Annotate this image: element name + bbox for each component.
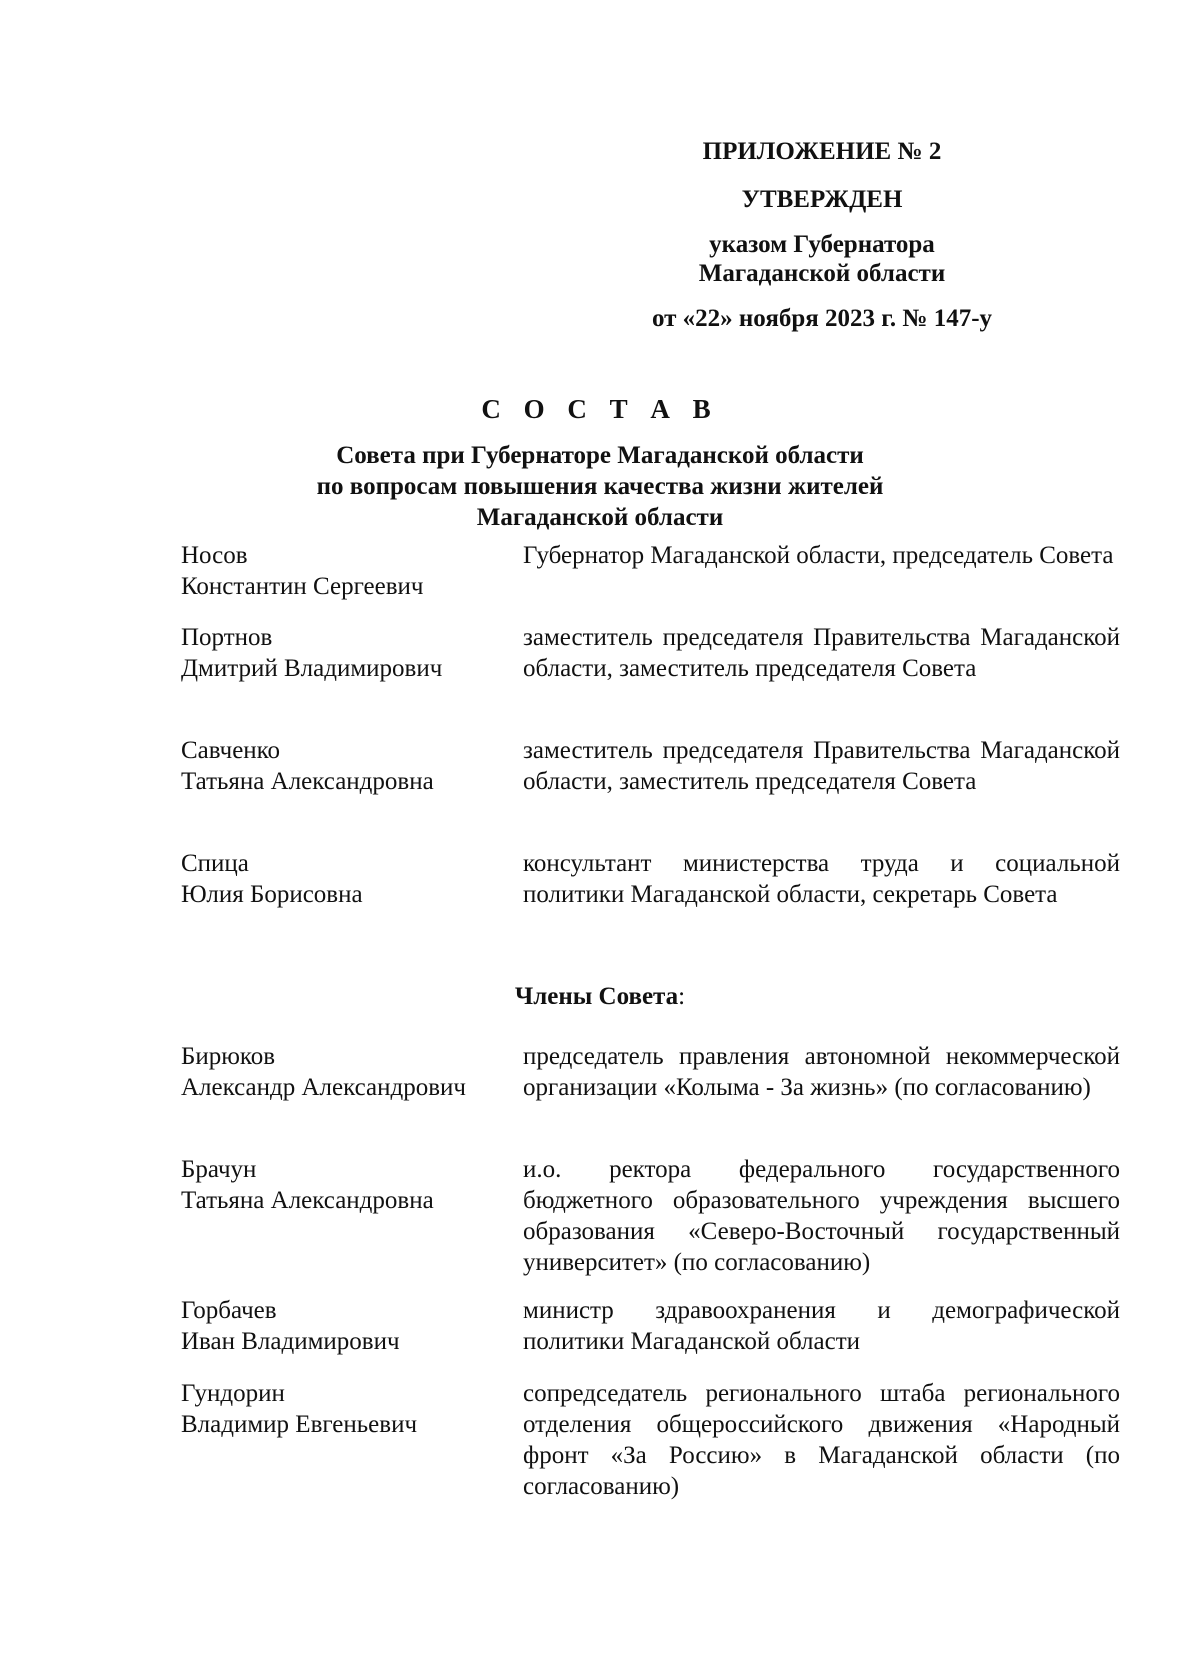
given-names: Владимир Евгеньевич <box>181 1411 418 1438</box>
given-names: Татьяна Александровна <box>181 1187 434 1214</box>
given-names: Дмитрий Владимирович <box>181 655 443 682</box>
person-role: министр здравоохранения и демографической политики Магаданской области <box>523 1297 1120 1355</box>
person-name <box>181 848 511 910</box>
members-heading-text: Члены Совета <box>514 983 679 1010</box>
approved-by-line2: Магаданской области <box>698 260 946 287</box>
person-name <box>181 1378 511 1440</box>
surname: Портнов <box>181 624 273 651</box>
given-names: Татьяна Александровна <box>181 768 434 795</box>
surname: Гундорин <box>181 1380 285 1407</box>
person-name <box>181 622 511 684</box>
person-role: заместитель председателя Правительства Магаданской области, заместитель председателя Совета <box>523 737 1120 795</box>
subtitle-line2: по вопросам повышения качества жизни жителей <box>316 473 884 500</box>
given-names: Константин Сергеевич <box>181 573 424 600</box>
surname: Горбачев <box>181 1297 277 1324</box>
person-role: заместитель председателя Правительства Магаданской области, заместитель председателя Совета <box>523 624 1120 682</box>
document-subtitle <box>280 440 920 533</box>
person-name <box>181 1295 511 1357</box>
person-role: консультант министерства труда и социальной политики Магаданской области, секретарь Совета <box>523 850 1120 908</box>
given-names: Александр Александрович <box>181 1074 466 1101</box>
surname: Бирюков <box>181 1043 276 1070</box>
given-names: Юлия Борисовна <box>181 881 363 908</box>
person-role: и.о. ректора федерального государственного бюджетного образовательного учреждения высшего образования «Северо-Восточный государственный университет» (по согласованию) <box>523 1156 1120 1276</box>
approved-label: УТВЕРЖДЕН <box>741 186 903 213</box>
document-title: С О С Т А В <box>481 394 719 424</box>
person-name <box>181 1041 511 1103</box>
surname: Брачун <box>181 1156 257 1183</box>
person-role: председатель правления автономной некоммерческой организации «Колыма - За жизнь» (по согласованию) <box>523 1043 1120 1101</box>
person-role: Губернатор Магаданской области, председатель Совета <box>523 542 1114 569</box>
subtitle-line1: Совета при Губернаторе Магаданской области <box>336 442 864 469</box>
person-role: сопредседатель регионального штаба регионального отделения общероссийского движения «Народный фронт «За Россию» в Магаданской области (по согласованию) <box>523 1380 1120 1500</box>
decree-date: от «22» ноября 2023 г. № 147-у <box>651 305 993 332</box>
person-name <box>181 540 511 602</box>
appendix-number: ПРИЛОЖЕНИЕ № 2 <box>702 138 942 165</box>
subtitle-line3: Магаданской области <box>476 504 724 531</box>
person-name <box>181 1154 511 1216</box>
surname: Носов <box>181 542 248 569</box>
person-name <box>181 735 511 797</box>
members-heading <box>0 983 1200 1011</box>
given-names: Иван Владимирович <box>181 1328 400 1355</box>
approved-by-line1: указом Губернатора <box>709 231 935 258</box>
surname: Спица <box>181 850 249 877</box>
surname: Савченко <box>181 737 281 764</box>
members-heading-colon: : <box>678 983 686 1010</box>
